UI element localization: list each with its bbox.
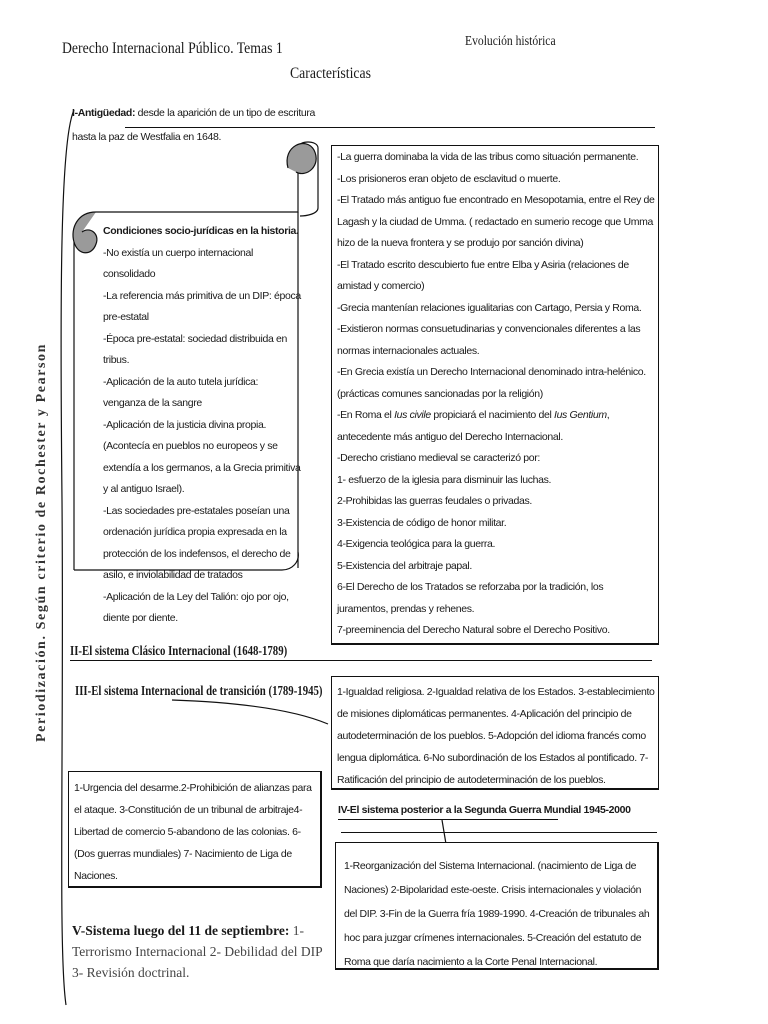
desarme-box-text: 1-Urgencia del desarme.2-Prohibición de alianzas para el ataque. 3-Constitución de un tribunal de arbitraje4-Libertad de comercio 5-abandono de las colonias. 6- (Dos guerras mundiales) 7- Nacimiento de Liga de Naciones.	[74, 782, 312, 882]
sistema-11s	[72, 920, 327, 983]
characteristic-item: -El Tratado más antiguo fue encontrado en Mesopotamia, entre el Rey de Lagash y la ciudad de Umma. ( redactado en sumerio recoge que Umma hizo de la nueva frontera y se produjo por sanción divina)	[337, 194, 655, 249]
scroll-item: -No existía un cuerpo internacional consolidado	[103, 246, 254, 280]
characteristic-item: -Derecho cristiano medieval se caracterizó por:	[337, 452, 540, 464]
posterior-box-text: 1-Reorganización del Sistema Internacional. (nacimiento de Liga de Naciones) 2-Bipolaridad este-oeste. Crisis internacionales y violación del DIP. 3-Fin de la Guerra fría 1989-1990. 4-Creación de tribunales ah hoc para juzgar crímenes internacionales. 5-Creación del estatuto de Roma que daría nacimiento a la Corte Penal Internacional.	[344, 860, 650, 968]
scroll-item: -La referencia más primitiva de un DIP: época pre-estatal	[103, 289, 301, 323]
periodization-vertical-label: Periodización. Según criterio de Rochester y Pearson	[34, 342, 49, 742]
evolucion-heading: Evolución histórica	[465, 33, 556, 48]
characteristic-item: -En Grecia existía un Derecho Internacional denominado intra-helénico. (prácticas comunes sancionadas por la religión)	[337, 366, 646, 400]
sistema-transicion-heading: III-El sistema Internacional de transición (1789-1945)	[75, 683, 323, 698]
characteristic-item-roma	[337, 405, 655, 448]
scroll-item: -Las sociedades pre-estatales poseían una ordenación jurídica propia expresada en la protección de los indefensos, el derecho de asilo, e inviolabilidad de tratados	[103, 504, 291, 581]
characteristic-item: -Existieron normas consuetudinarias y convencionales diferentes a las normas internacionales actuales.	[337, 323, 641, 357]
transicion-connector	[170, 698, 330, 728]
scroll-item: -Aplicación de la justicia divina propia. (Acontecía en pueblos no europeos y se extendía a los germanos, a la Grecia primitiva y al antiguo Israel).	[103, 418, 301, 495]
characteristic-item: -El Tratado escrito descubierto fue entre Elba y Asiria (relaciones de amistad y comercio)	[337, 258, 629, 292]
caracteristicas-heading: Características	[290, 65, 371, 82]
sistema-11s-heading: V-Sistema luego del 11 de septiembre:	[72, 923, 290, 938]
scroll-item: -Época pre-estatal: sociedad distribuida en tribus.	[103, 332, 287, 366]
characteristic-item: 7-preeminencia del Derecho Natural sobre el Derecho Positivo.	[337, 624, 610, 636]
antiguedad-characteristics-content	[337, 147, 655, 642]
roma-text-a: -En Roma el	[337, 409, 395, 421]
ius-gentium-term: Ius Gentium	[554, 409, 607, 421]
transicion-box-text: 1-Igualdad religiosa. 2-Igualdad relativa de los Estados. 3-establecimiento de misiones diplomáticas permanentes. 4-Aplicación del principio de autodeterminación de los pueblos. 5-Adopción del idioma francés como lengua diplomática. 6-No subordinación de los Estados al pontificado. 7-Ratificación del principio de autodeterminación de los pueblos.	[337, 686, 655, 786]
ius-civile-term: Ius civile	[394, 409, 431, 421]
posterior-box-shadow-line	[341, 832, 657, 833]
scroll-content	[103, 221, 303, 630]
document-title: Derecho Internacional Público. Temas 1	[62, 40, 283, 57]
characteristic-item: 1- esfuerzo de la iglesia para disminuir las luchas.	[337, 473, 552, 486]
sistema-clasico-underline	[70, 660, 652, 661]
antiguedad-heading-bold: I-Antigüedad:	[72, 107, 136, 119]
roma-text-c: , antecedente más antiguo del Derecho Internacional.	[337, 409, 610, 443]
roma-text-b: propiciará el nacimiento del	[430, 409, 554, 421]
antiguedad-underline	[125, 127, 655, 128]
characteristic-item: 6-El Derecho de los Tratados se reforzaba por la tradición, los juramentos, prendas y rehenes.	[337, 581, 604, 615]
characteristic-item: -Grecia mantenían relaciones igualitarias con Cartago, Persia y Roma.	[337, 301, 642, 314]
scroll-item: -Aplicación de la Ley del Talión: ojo por ojo, diente por diente.	[103, 590, 289, 624]
characteristic-item: 4-Exigencia teológica para la guerra.	[337, 538, 496, 550]
sistema-posterior-heading: IV-El sistema posterior a la Segunda Guerra Mundial 1945-2000	[338, 804, 631, 816]
characteristic-item: 3-Existencia de código de honor militar.	[337, 516, 507, 529]
sistema-11s-rest: 1- Terrorismo Internacional 2- Debilidad del DIP 3- Revisión doctrinal.	[72, 923, 323, 980]
scroll-item: -Aplicación de la auto tutela jurídica: venganza de la sangre	[103, 375, 259, 409]
antiguedad-heading-rest: desde la aparición de un tipo de escritura hasta la paz de Westfalia en 1648.	[72, 107, 316, 143]
scroll-title: Condiciones socio-jurídicas en la historia.	[103, 225, 299, 237]
sistema-clasico-heading: II-El sistema Clásico Internacional (1648-1789)	[70, 643, 288, 658]
characteristic-item: 5-Existencia del arbitraje papal.	[337, 559, 472, 572]
characteristic-item: -Los prisioneros eran objeto de esclavitud o muerte.	[337, 172, 561, 185]
characteristic-item: -La guerra dominaba la vida de las tribus como situación permanente.	[337, 151, 639, 163]
characteristic-item: 2-Prohibidas las guerras feudales o privadas.	[337, 495, 532, 507]
